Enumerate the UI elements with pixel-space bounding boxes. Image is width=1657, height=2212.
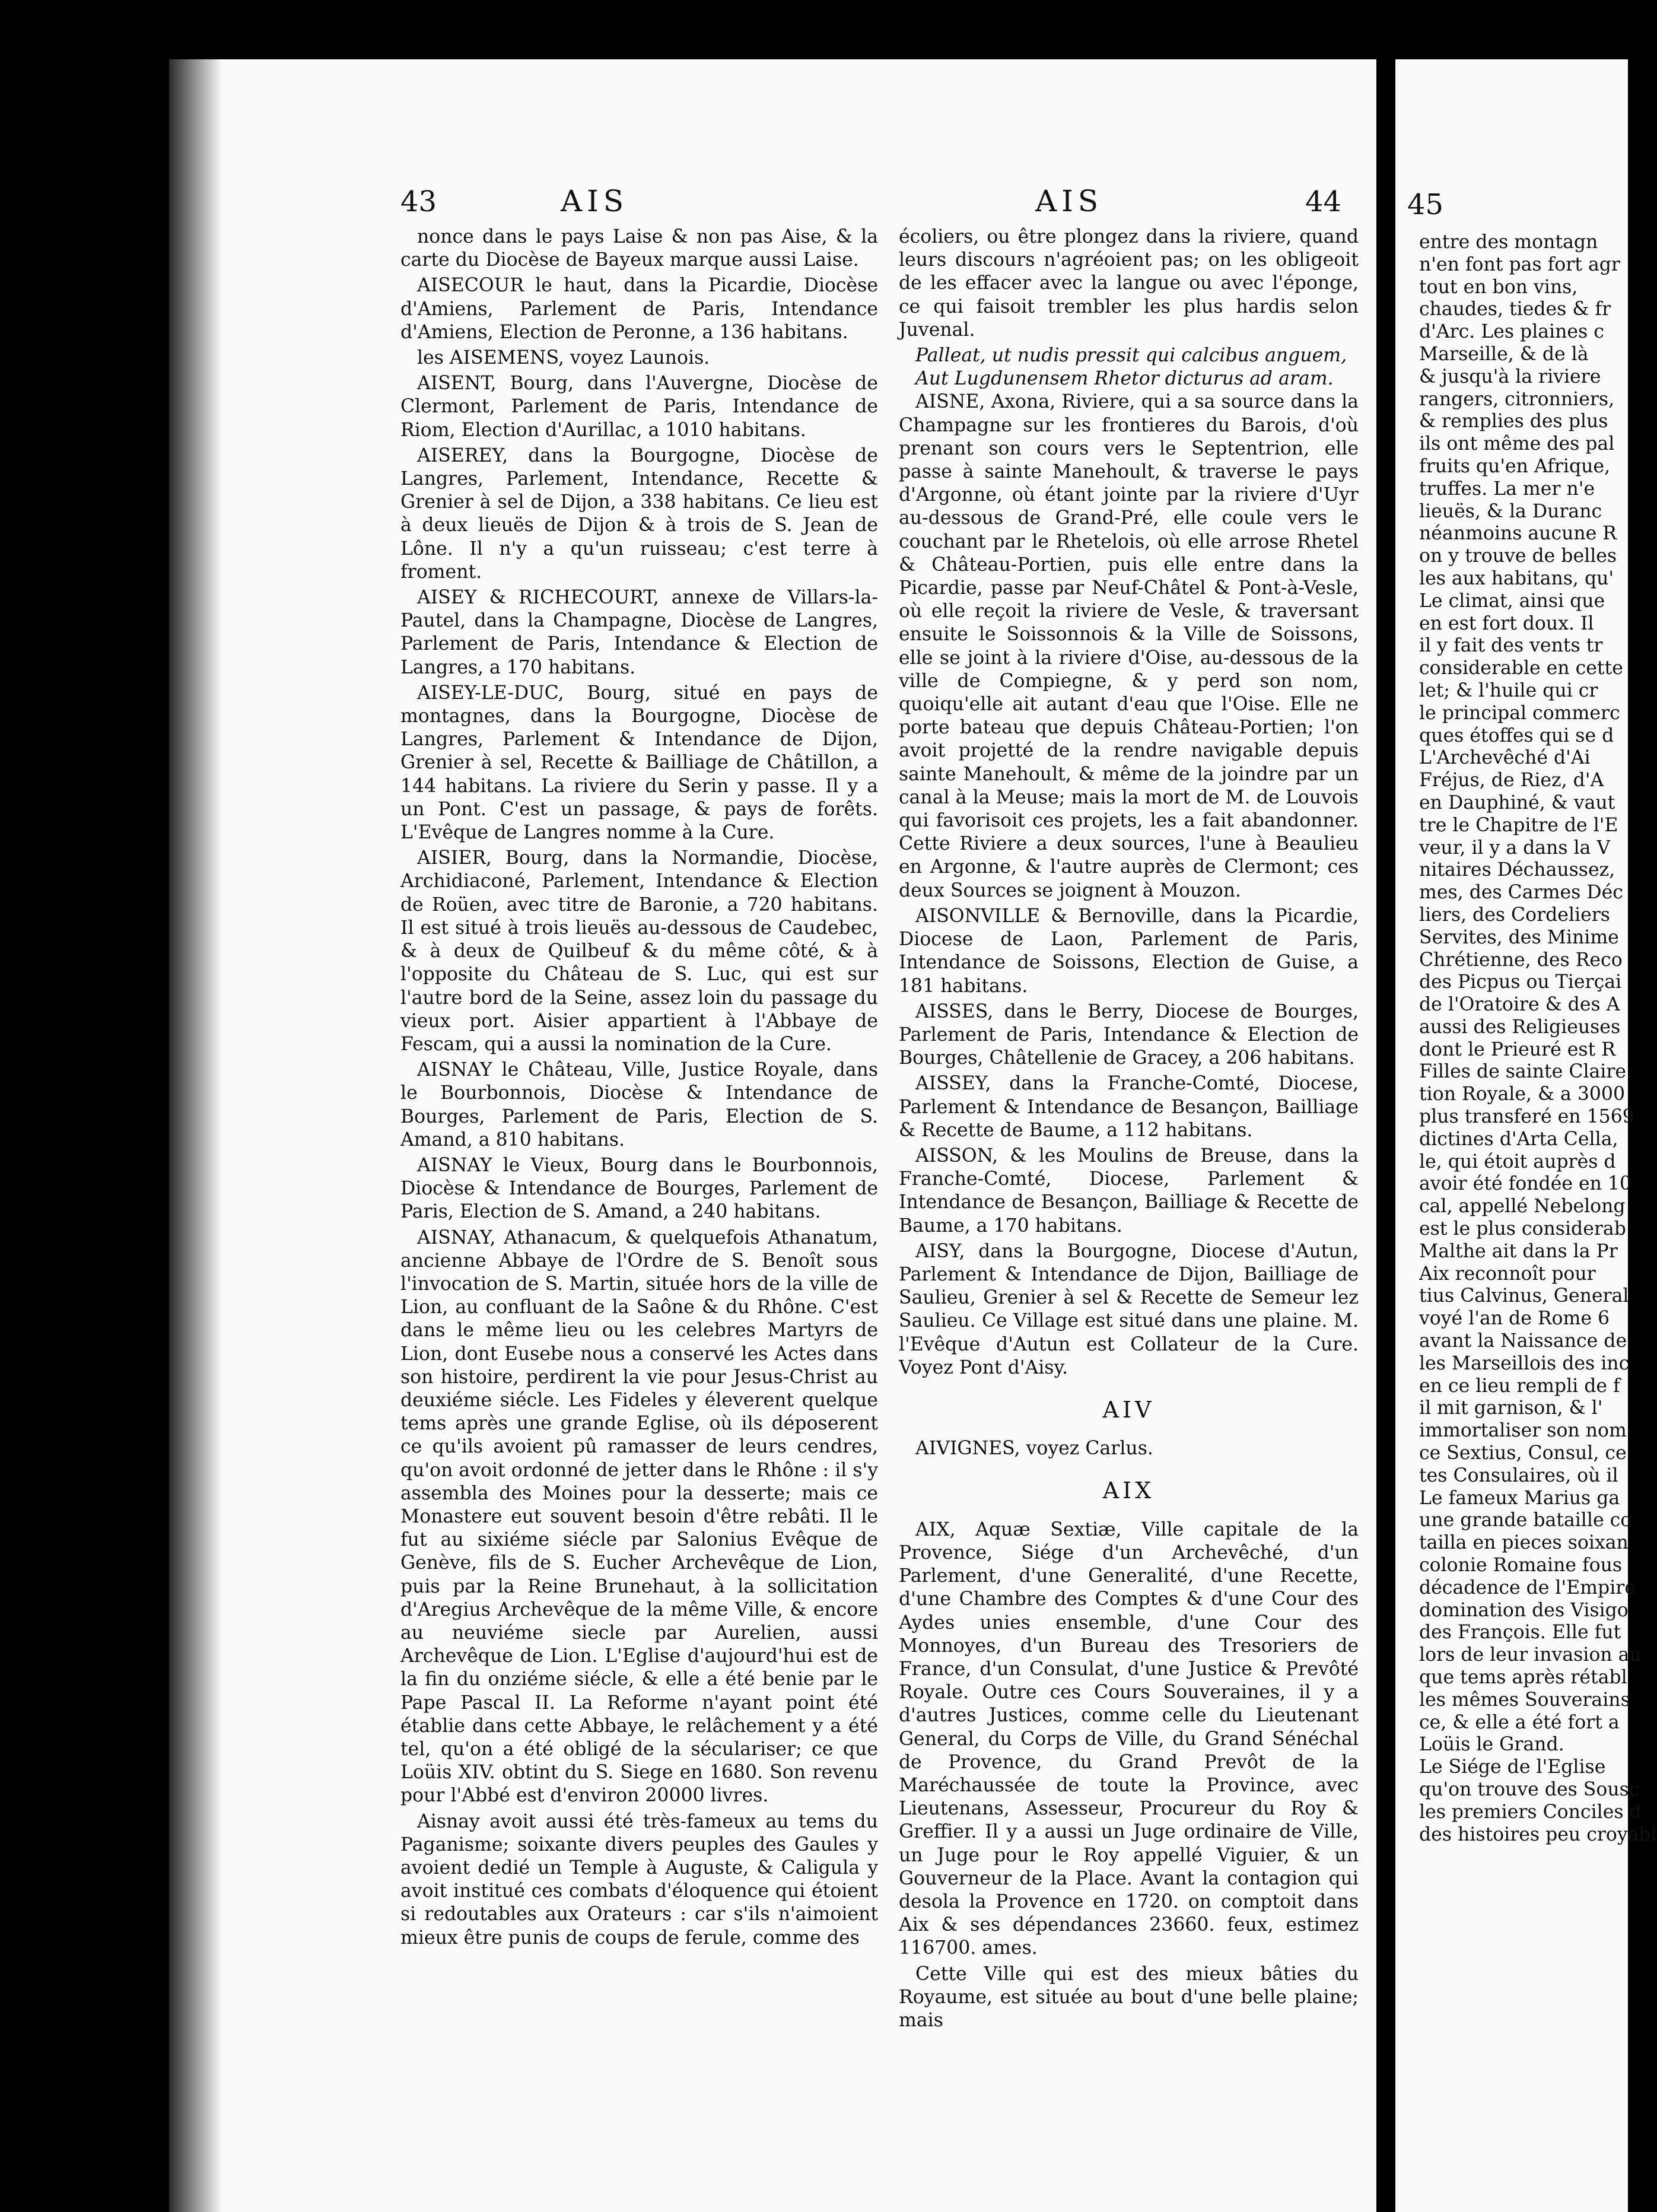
clipped-line: domination des Visigo	[1419, 1599, 1629, 1621]
verse-line: Aut Lugdunensem Rhetor dicturus ad aram.	[915, 368, 1334, 390]
entry-paragraph: AIVIGNES, voyez Carlus.	[915, 1438, 1153, 1460]
clipped-line: tes Consulaires, où il	[1419, 1464, 1618, 1486]
clipped-line: Marseille, & de là	[1419, 343, 1589, 365]
gutter-shadow	[169, 59, 222, 2212]
clipped-line: les Marseillois des inc	[1419, 1352, 1630, 1374]
entry-paragraph: AISSEY, dans la Franche-Comté, Diocese, Parlement & Intendance de Besançon, Bailliage & Recette de Baume, a 112 habitans.	[899, 1073, 1359, 1141]
clipped-line: immortaliser son nom	[1419, 1420, 1627, 1442]
clipped-line: nitaires Déchaussez,	[1419, 859, 1615, 881]
clipped-line: voyé l'an de Rome 6	[1419, 1308, 1610, 1330]
entry-paragraph: AISENT, Bourg, dans l'Auvergne, Diocèse de Clermont, Parlement de Paris, Intendance de Riom, Election d'Aurillac, a 1010 habitans.	[400, 373, 878, 441]
clipped-line: on y trouve de belles	[1419, 545, 1617, 567]
clipped-line: & jusqu'à la riviere	[1419, 366, 1601, 387]
clipped-line: dictines d'Arta Cella,	[1419, 1128, 1618, 1150]
clipped-line: les mêmes Souverains	[1419, 1689, 1630, 1711]
clipped-line: en est fort doux. Il	[1419, 612, 1594, 634]
clipped-line: en Dauphiné, & vaut	[1419, 792, 1615, 813]
text-column-clipped	[1419, 231, 1657, 2093]
page-number-next	[1407, 187, 1443, 221]
clipped-line: lieuës, & la Duranc	[1419, 500, 1602, 522]
clipped-line: mes, des Carmes Déc	[1419, 882, 1623, 904]
clipped-line: qu'on trouve des Sousc	[1419, 1778, 1640, 1800]
clipped-line: ques étoffes qui se d	[1419, 724, 1614, 746]
clipped-line: considerable en cette	[1419, 657, 1623, 679]
entry-paragraph: AISEY-LE-DUC, Bourg, situé en pays de montagnes, dans la Bourgogne, Diocèse de Langres, Parlement & Intendance de Dijon, Grenier à sel, Recette & Bailliage de Châtillon, a 144 habitans. La riviere du Serin y passe. Il y a un Pont. C'est un passage, & pays de forêts. L'Evêque de Langres nomme à la Cure.	[400, 682, 878, 844]
clipped-line: Le climat, ainsi que	[1419, 590, 1605, 612]
clipped-line: colonie Romaine fous	[1419, 1555, 1623, 1577]
clipped-line: le, qui étoit auprès d	[1419, 1151, 1616, 1172]
section-heading: AIV	[1102, 1396, 1155, 1423]
clipped-line: décadence de l'Empire	[1419, 1577, 1636, 1598]
clipped-line: Loüis le Grand.	[1419, 1734, 1564, 1756]
clipped-line: les premiers Conciles d	[1419, 1801, 1642, 1823]
clipped-line: Malthe ait dans la Pr	[1419, 1240, 1618, 1262]
clipped-line: plus transferé en 1569	[1419, 1106, 1634, 1128]
clipped-line: Servites, des Minime	[1419, 926, 1619, 948]
entry-paragraph: AISNE, Axona, Riviere, qui a sa source dans la Champagne sur les frontieres du Barois, d'où prenant son cours vers le Septentrion, elle passe à sainte Manehoult, & traverse le pays d'Argonne, où étant jointe par la riviere d'Uyr au-dessous de Grand-Pré, elle coule vers le couchant par le Rhetelois, où elle arrose Rhetel & Château-Portien, puis elle entre dans la Picardie, passe par Neuf-Châtel & Pont-à-Vesle, où elle reçoit la riviere de Vesle, & traversant ensuite le Soissonnois & la Ville de Soissons, elle se joint à la riviere d'Oise, au-dessous de la ville de Compiegne, & y perd son nom, quoiqu'elle ait autant d'eau que l'Oise. Elle ne porte bateau que depuis Château-Portien; l'on avoit projetté de la rendre navigable depuis sainte Manehoult, & même de la joindre par un canal à la Meuse; mais la mort de M. de Louvois qui favorisoit ces projets, les a fait abandonner. Cette Riviere a deux sources, l'une à Beaulieu en Argonne, & l'autre auprès de Clermont; ces deux Sources se joignent à Mouzon.	[899, 391, 1359, 901]
clipped-line: tion Royale, & a 3000	[1419, 1083, 1626, 1105]
clipped-line: il mit garnison, & l'	[1419, 1397, 1603, 1419]
clipped-line: Filles de sainte Claire.	[1419, 1061, 1633, 1083]
entry-paragraph: écoliers, ou être plongez dans la riviere, quand leurs discours n'agréoient pas; on les obligeoit de les effacer avec la langue ou avec l'éponge, ce qui faisoit trembler les plus hardis selon Juvenal.	[899, 226, 1359, 341]
entry-paragraph: AISSON, & les Moulins de Breuse, dans la Franche-Comté, Diocese, Parlement & Intendance de Besançon, Bailliage & Recette de Baume, a 170 habitans.	[899, 1145, 1359, 1237]
clipped-line: d'Arc. Les plaines c	[1419, 321, 1604, 343]
entry-paragraph: nonce dans le pays Laise & non pas Aise, & la carte du Diocèse de Bayeux marque aussi Laise.	[400, 226, 878, 271]
page-number: 45	[1407, 188, 1444, 221]
clipped-line: L'Archevêché d'Ai	[1419, 747, 1591, 769]
clipped-line: il y fait des vents tr	[1419, 635, 1603, 657]
clipped-line: néanmoins aucune R	[1419, 523, 1617, 545]
clipped-line: avoir été fondée en 10	[1419, 1173, 1632, 1195]
clipped-line: fruits qu'en Afrique,	[1419, 455, 1611, 477]
left-page	[169, 59, 1376, 2212]
clipped-line: le principal commerc	[1419, 702, 1620, 724]
entry-paragraph: AIX, Aquæ Sextiæ, Ville capitale de la Provence, Siége d'un Archevêché, d'un Parlement, d'une Generalité, d'une Recette, d'une Chambre des Comptes & d'une Cour des Aydes unies ensemble, d'une Cour des Monnoyes, d'un Bureau des Tresoriers de France, d'un Consulat, d'une Justice & Prevôté Royale. Outre ces Cours Souveraines, il y a d'autres Justices, comme celle du Lieutenant General, du Corps de Ville, du Grand Sénéchal de Provence, du Grand Prevôt de la Maréchaussée de toute la Province, avec Lieutenans, Assesseur, Procureur du Roy & Greffier. Il y a aussi un Juge ordinaire de Ville, un Juge pour le Roy appellé Viguier, & un Gouverneur de la Place. Avant la contagion qui desola la Provence en 1720. on comptoit dans Aix & ses dépendances 23660. feux, estimez 116700. ames.	[899, 1518, 1359, 1959]
entry-paragraph: AISNAY, Athanacum, & quelquefois Athanatum, ancienne Abbaye de l'Ordre de S. Benoît sous l'invocation de S. Martin, située hors de la ville de Lion, au confluant de la Saône & du Rhône. C'est dans le même lieu ou les celebres Martyrs de Lion, dont Eusebe nous a conservé les Actes dans son histoire, perdirent la vie pour Jesus-Christ au deuxiéme siécle. Les Fideles y éleverent quelque tems après une grande Eglise, où ils déposerent ce qu'ils avoient pû ramasser de leurs cendres, qu'on avoit ordonné de jetter dans le Rhône : il s'y assembla des Moines pour la desserte; mais ce Monastere eut souvent besoin d'être rebâti. Il le fut au sixiéme siécle par Salonius Evêque de Genève, fils de S. Eucher Archevêque de Lion, puis par la Reine Brunehaut, à la sollicitation d'Aregius Archevêque de la même Ville, & encore au neuviéme siecle par Aurelien, aussi Archevêque de Lion. L'Eglise d'aujourd'hui est de la fin du onziéme siécle, & elle a été benie par le Pape Pascal II. La Reforme n'ayant point été établie dans cette Abbaye, le relâchement y a été tel, qu'on a été obligé de la séculariser; ce que Loüis XIV. obtint du S. Siege en 1680. Son revenu pour l'Abbé est d'environ 20000 livres.	[400, 1226, 878, 1807]
clipped-line: en ce lieu rempli de f	[1419, 1375, 1620, 1397]
page-number: 44	[1305, 185, 1342, 218]
entry-paragraph: AISONVILLE & Bernoville, dans la Picardie, Diocese de Laon, Parlement de Paris, Intendance de Soissons, Election de Guise, a 181 habitans.	[899, 905, 1359, 997]
running-head-right: AIS	[1035, 184, 1103, 218]
clipped-line: lors de leur invasion au	[1419, 1644, 1642, 1666]
clipped-line: ce Sextius, Consul, ce	[1419, 1442, 1627, 1464]
clipped-line: que tems après rétabl	[1419, 1667, 1627, 1688]
clipped-line: chaudes, tiedes & fr	[1419, 298, 1611, 320]
clipped-line: veur, il y a dans la V	[1419, 837, 1611, 859]
clipped-line: tout en bon vins,	[1419, 276, 1578, 298]
clipped-line: & remplies des plus	[1419, 411, 1608, 433]
entry-paragraph: Aisnay avoit aussi été très-fameux au tems du Paganisme; soixante divers peuples des Gaules y avoient dedié un Temple à Auguste, & Caligula y avoit institué ces combats d'éloquence qui étoient si redoutables aux Orateurs : car s'ils n'aimoient mieux être punis de coups de ferule, comme des	[400, 1810, 878, 1949]
clipped-line: truffes. La mer n'e	[1419, 478, 1595, 500]
verse-line: Palleat, ut nudis pressit qui calcibus anguem,	[915, 345, 1347, 367]
clipped-line: Aix reconnoît pour	[1419, 1263, 1596, 1285]
clipped-line: cal, appellé Nebelong	[1419, 1196, 1626, 1218]
clipped-line: Fréjus, de Riez, d'A	[1419, 770, 1604, 792]
right-page-partial	[1395, 59, 1657, 2212]
section-heading: AIX	[1102, 1477, 1155, 1504]
clipped-line: dont le Prieuré est R	[1419, 1038, 1615, 1060]
entry-paragraph: Cette Ville qui est des mieux bâties du Royaume, est située au bout d'une belle plaine; mais	[899, 1963, 1359, 2032]
clipped-line: des histoires peu croyabl	[1419, 1823, 1657, 1845]
clipped-line: ils ont même des pal	[1419, 433, 1615, 455]
clipped-line: une grande bataille co	[1419, 1509, 1632, 1531]
entry-paragraph: AISECOUR le haut, dans la Picardie, Diocèse d'Amiens, Parlement de Paris, Intendance d'Amiens, Election de Peronne, a 136 habitans.	[400, 275, 878, 343]
clipped-line: liers, des Cordeliers	[1419, 904, 1610, 926]
entry-paragraph: AISSES, dans le Berry, Diocese de Bourges, Parlement de Paris, Intendance & Election de Bourges, Châtellenie de Gracey, a 206 habitans.	[899, 1000, 1359, 1069]
page-number-left	[400, 184, 437, 218]
text-column-1	[400, 225, 878, 2093]
text-column-2	[899, 225, 1359, 2093]
clipped-line: des François. Elle fut	[1419, 1622, 1621, 1644]
page-number: 43	[400, 185, 437, 218]
clipped-line: des Picpus ou Tierçai	[1419, 971, 1622, 993]
page-number-right	[1305, 184, 1341, 218]
clipped-line: est le plus considerab	[1419, 1218, 1626, 1240]
clipped-line: rangers, citronniers,	[1419, 388, 1615, 410]
entry-paragraph: AISEY & RICHECOURT, annexe de Villars-la-Pautel, dans la Champagne, Diocèse de Langres, Parlement de Paris, Intendance & Election de Langres, a 170 habitans.	[400, 587, 878, 678]
clipped-line: entre des montagn	[1419, 231, 1598, 253]
clipped-line: aussi des Religieuses	[1419, 1016, 1621, 1038]
entry-paragraph: AISNAY le Château, Ville, Justice Royale, dans le Bourbonnois, Diocèse & Intendance de Bourges, Parlement de Paris, Election de S. Amand, a 810 habitans.	[400, 1059, 878, 1151]
clipped-line: let; & l'huile qui cr	[1419, 679, 1598, 701]
clipped-line: Le fameux Marius ga	[1419, 1487, 1620, 1509]
entry-paragraph: AISNAY le Vieux, Bourg dans le Bourbonnois, Diocèse & Intendance de Bourges, Parlement de Paris, Election de S. Amand, a 240 habitans.	[400, 1154, 878, 1223]
entry-paragraph: AISIER, Bourg, dans la Normandie, Diocèse, Archidiaconé, Parlement, Intendance & Election de Roüen, avec titre de Baronie, a 720 habitans. Il est situé à trois lieuës au-dessous de Caudebec, & à deux de Quilbeuf & du même côté, & à l'opposite du Château de S. Luc, qui est sur l'autre bord de la Seine, assez loin du passage du vieux port. Aisier appartient à l'Abbaye de Fescam, qui a aussi la nomination de la Cure.	[400, 847, 878, 1055]
clipped-line: Le Siége de l'Eglise	[1419, 1756, 1606, 1778]
running-head-left: AIS	[561, 184, 629, 218]
clipped-line: avant la Naissance de	[1419, 1330, 1627, 1352]
entry-paragraph: AISY, dans la Bourgogne, Diocese d'Autun, Parlement & Intendance de Dijon, Bailliage de Saulieu, Grenier à sel & Recette de Semeur lez Saulieu. Ce Village est situé dans une plaine. M. l'Evêque d'Autun est Collateur de la Cure. Voyez Pont d'Aisy.	[899, 1240, 1359, 1378]
entry-paragraph: les AISEMENS, voyez Launois.	[417, 347, 710, 369]
clipped-line: de l'Oratoire & des A	[1419, 994, 1620, 1016]
clipped-line: tius Calvinus, General	[1419, 1285, 1629, 1307]
clipped-line: Chrétienne, des Reco	[1419, 949, 1623, 971]
clipped-line: ce, & elle a été fort a	[1419, 1711, 1620, 1733]
clipped-line: n'en font pas fort agr	[1419, 253, 1620, 275]
entry-paragraph: AISEREY, dans la Bourgogne, Diocèse de Langres, Parlement, Intendance, Recette & Grenier à sel de Dijon, a 338 habitans. Ce lieu est à deux lieuës de Dijon & à trois de S. Jean de Lône. Il n'y a qu'un ruisseau; c'est terre à froment.	[400, 444, 878, 583]
clipped-line: les aux habitans, qu'	[1419, 567, 1614, 589]
clipped-line: tre le Chapitre de l'E	[1419, 814, 1618, 836]
clipped-line: tailla en pieces soixan	[1419, 1532, 1629, 1554]
